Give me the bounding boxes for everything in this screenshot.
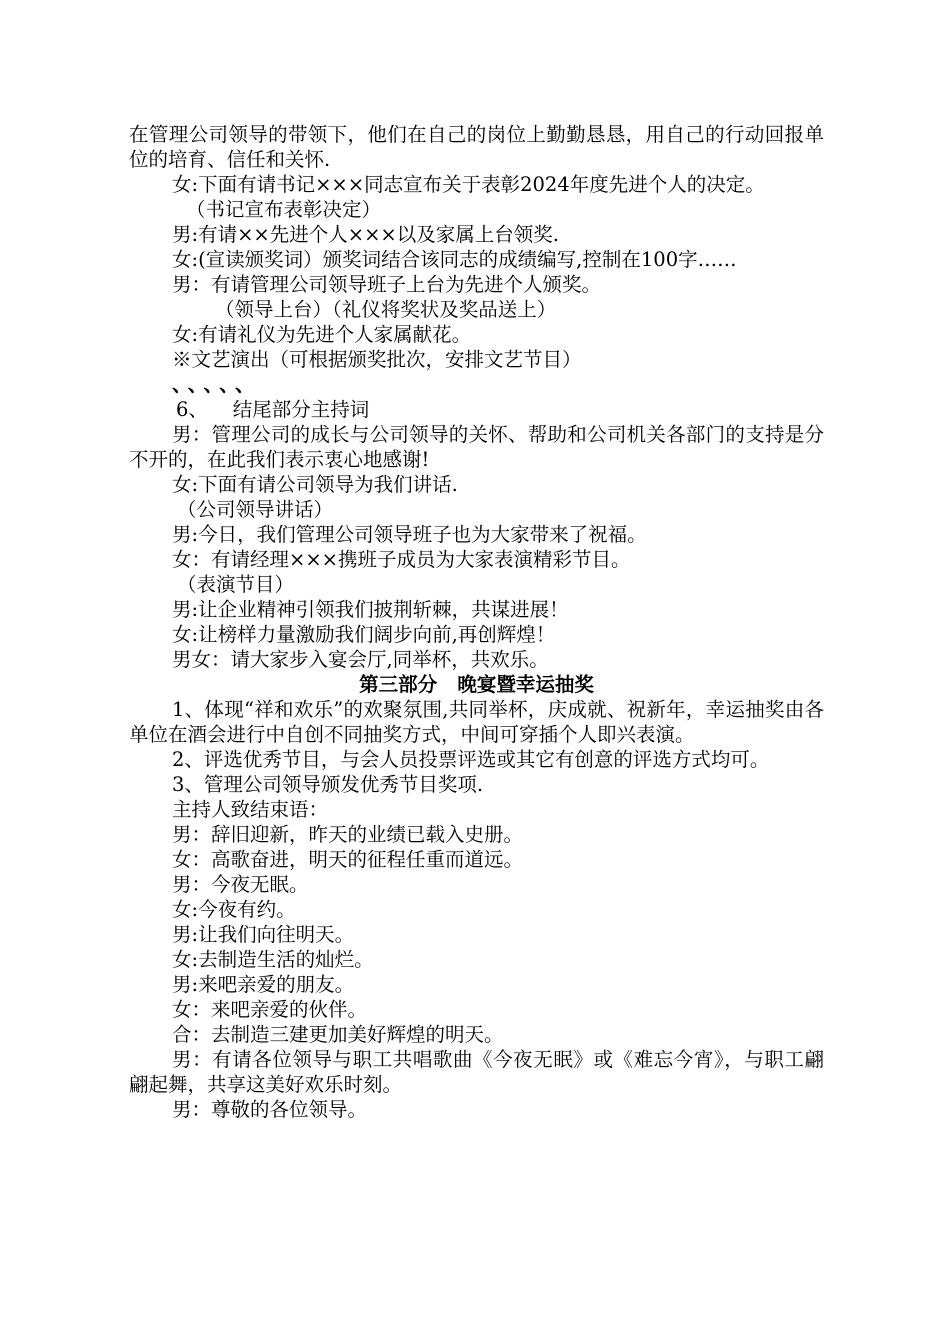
closing-line-7: 男:来吧亲爱的朋友。 bbox=[172, 973, 355, 996]
ellipsis-commas: 、、、、、 bbox=[172, 373, 261, 396]
paragraph-leader-speech: 女:下面有请公司领导为我们讲话. bbox=[172, 473, 458, 496]
closing-remarks-title: 主持人致结束语： bbox=[172, 798, 329, 821]
stage-note-secretary: （书记宣布表彰决定） bbox=[186, 198, 382, 221]
stage-note-leader-speech: （公司领导讲话） bbox=[177, 498, 334, 521]
paragraph-award-speech: 女:(宣读颁奖词）颁奖词结合该同志的成绩编写,控制在100字…… bbox=[172, 248, 737, 271]
paragraph-thanks: 男：管理公司的成长与公司领导的关怀、帮助和公司机关各部门的支持是分不开的，在此我们表示衷心地感谢! bbox=[129, 423, 824, 471]
paragraph-enterprise-spirit: 男:让企业精神引领我们披荆斩棘，共谋进展！ bbox=[172, 598, 569, 621]
closing-line-8: 女：来吧亲爱的伙伴。 bbox=[172, 998, 368, 1021]
item-3-awards: 3、管理公司领导颁发优秀节目奖项. bbox=[172, 773, 484, 796]
item-1-lottery: 1、体现“祥和欢乐”的欢聚氛围,共同举杯，庆成就、祝新年，幸运抽奖由各单位在酒会进行中自创不同抽奖方式，中间可穿插个人即兴表演。 bbox=[129, 698, 824, 746]
closing-line-11: 男：尊敬的各位领导。 bbox=[172, 1098, 368, 1121]
paragraph-manager-show: 女：有请经理×××携班子成员为大家表演精彩节目。 bbox=[172, 548, 631, 571]
stage-note-leaders: （领导上台）（礼仪将奖状及奖品送上） bbox=[215, 298, 557, 321]
closing-line-3: 男：今夜无眠。 bbox=[172, 873, 309, 896]
closing-line-10: 男：有请各位领导与职工共唱歌曲《今夜无眠》或《难忘今宵》，与职工翩翩起舞，共享这美好欢乐时刻。 bbox=[129, 1048, 824, 1096]
closing-line-5: 男:让我们向往明天。 bbox=[172, 923, 355, 946]
paragraph-banquet-invite: 男女：请大家步入宴会厅,同举杯，共欢乐。 bbox=[172, 648, 549, 671]
paragraph-leaders-present: 男：有请管理公司领导班子上台为先进个人颁奖。 bbox=[172, 273, 602, 296]
document-page bbox=[129, 122, 824, 1122]
paragraph-flowers: 女:有请礼仪为先进个人家属献花。 bbox=[172, 323, 472, 346]
paragraph-announce-decision: 女:下面有请书记×××同志宣布关于表彰2024年度先进个人的决定。 bbox=[172, 173, 765, 196]
paragraph-invite-awardees: 男:有请××先进个人×××以及家属上台领奖. bbox=[172, 223, 559, 246]
closing-line-4: 女:今夜有约。 bbox=[172, 898, 296, 921]
paragraph-blessing: 男:今日，我们管理公司领导班子也为大家带来了祝福。 bbox=[172, 523, 647, 546]
closing-line-9: 合：去制造三建更加美好辉煌的明天。 bbox=[172, 1023, 504, 1046]
section-3-heading: 第三部分 晚宴暨幸运抽奖 bbox=[359, 673, 594, 696]
closing-line-1: 男：辞旧迎新，昨天的业绩已载入史册。 bbox=[172, 823, 524, 846]
closing-line-6: 女:去制造生活的灿烂。 bbox=[172, 948, 374, 971]
stage-note-show: （表演节目） bbox=[177, 573, 295, 596]
item-2-selection: 2、评选优秀节目，与会人员投票评选或其它有创意的评选方式均可。 bbox=[172, 748, 770, 771]
paragraph-leaders-guidance: 在管理公司领导的带领下，他们在自己的岗位上勤勤恳恳，用自己的行动回报单位的培育、信任和关怀. bbox=[129, 123, 824, 171]
closing-line-2: 女：高歌奋进，明天的征程任重而道远。 bbox=[172, 848, 524, 871]
section-6-title: 6、 结尾部分主持词 bbox=[176, 398, 370, 421]
paragraph-performance: ※文艺演出（可根据颁奖批次，安排文艺节目） bbox=[172, 348, 582, 371]
paragraph-role-models: 女:让榜样力量激励我们阔步向前,再创辉煌！ bbox=[172, 623, 556, 646]
